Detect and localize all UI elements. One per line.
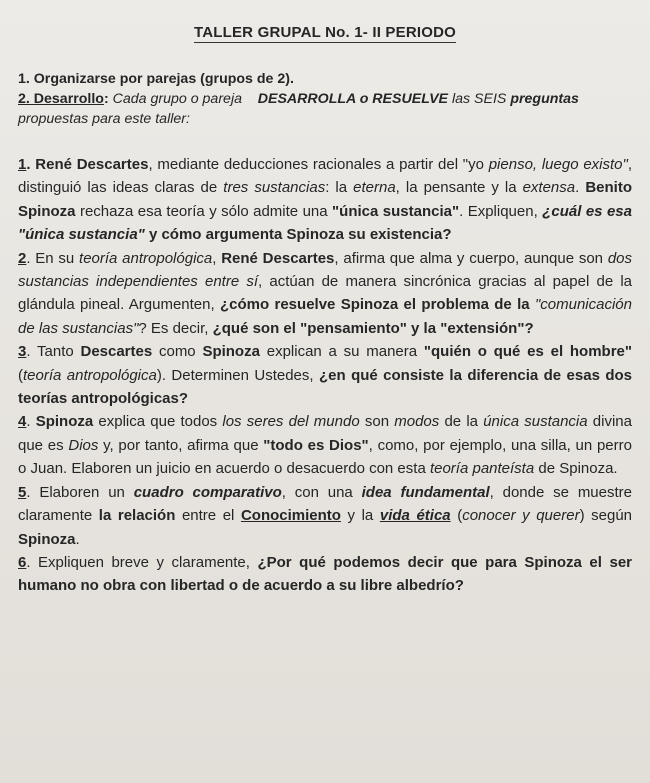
questions-list bbox=[18, 153, 632, 598]
instruction-1: 1. Organizarse por parejas (grupos de 2). bbox=[18, 71, 294, 87]
page-title bbox=[18, 24, 632, 41]
title-text: TALLER GRUPAL No. 1- II PERIODO bbox=[193, 24, 457, 41]
question-2: 2. En su teoría antropológica, René Descartes, afirma que alma y cuerpo, aunque son dos sustancias independientes entre sí, actúan de manera sincrónica gracias al papel de la glándula pineal. Argumenten, ¿cómo resuelve Spinoza el problema de la "comunicación de las sustancias"? Es decir, ¿qué son el "pensamiento" y la "extensión"? bbox=[18, 249, 633, 337]
question-5: 5. Elaboren un cuadro comparativo, con una idea fundamental, donde se muestre claramente la relación entre el Conocimiento y la vida ética (conocer y querer) según Spinoza. bbox=[18, 483, 633, 548]
question-1: 1. René Descartes, mediante deducciones racionales a partir del "yo pienso, luego existo", distinguió las ideas claras de tres sustancias: la eterna, la pensante y la extensa. Benito Spinoza rechaza esa teoría y sólo admite una "única sustancia". Expliquen, ¿cuál es esa "única sustancia" y cómo argumenta Spinoza su existencia? bbox=[18, 156, 632, 244]
question-3: 3. Tanto Descartes como Spinoza explican a su manera "quién o qué es el hombre" (teoría antropológica). Determinen Ustedes, ¿en qué consiste la diferencia de esas dos teorías antropológicas? bbox=[18, 343, 632, 408]
question-4: 4. Spinoza explica que todos los seres del mundo son modos de la única sustancia divina que es Dios y, por tanto, afirma que "todo es Dios", como, por ejemplo, una silla, un perro o Juan. Elaboren un juicio en acuerdo o desacuerdo con esta teoría panteísta de Spinoza. bbox=[18, 413, 632, 478]
instruction-2: 2. Desarrollo: Cada grupo o pareja DESARROLLA o RESUELVE las SEIS preguntas propuestas para este taller: bbox=[18, 91, 579, 127]
question-6: 6. Expliquen breve y claramente, ¿Por qué podemos decir que para Spinoza el ser humano no obra con libertad o de acuerdo a su libre albedrío? bbox=[18, 553, 632, 595]
instructions bbox=[18, 69, 632, 129]
